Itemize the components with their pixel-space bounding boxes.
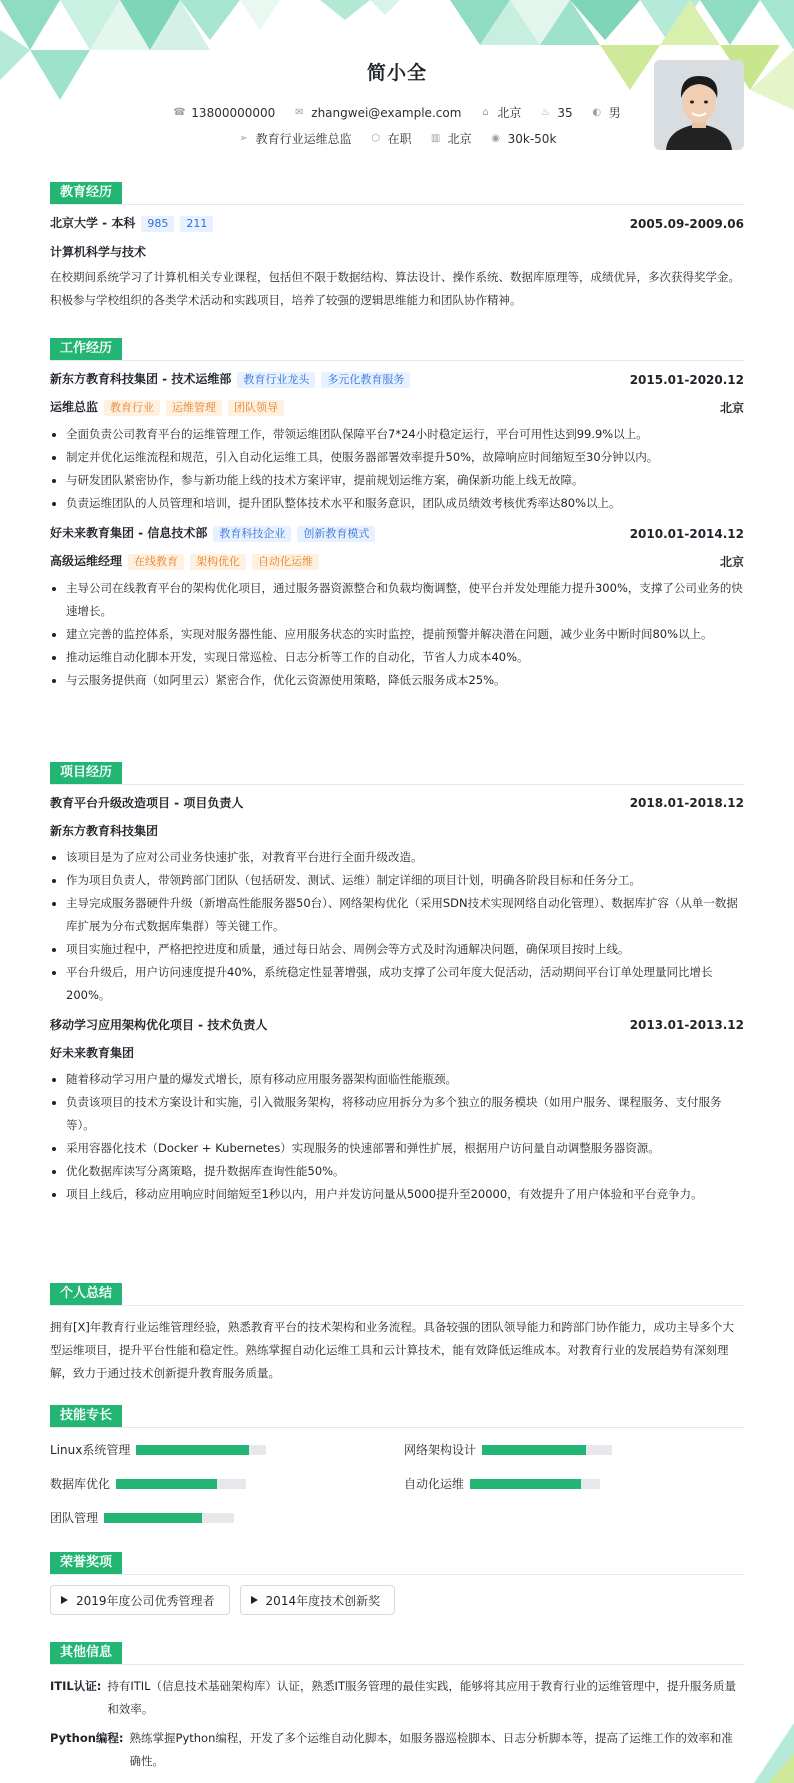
gender-icon: ◐ — [592, 106, 602, 118]
section-header — [50, 1283, 744, 1306]
section-title: 荣誉奖项 — [50, 1552, 122, 1574]
tag: 在线教育 — [128, 554, 184, 570]
tag: 运维管理 — [166, 400, 222, 416]
skill-name: 团队管理 — [50, 1511, 99, 1525]
project-items — [50, 846, 744, 1007]
building-icon: ▥ — [430, 132, 441, 144]
project-name: 教育平台升级改造项目 - 项目负责人 — [50, 796, 244, 810]
location: ⌂ 北京 — [479, 104, 521, 121]
duty-list — [50, 423, 744, 515]
list-item: 作为项目负责人，带领跨部门团队（包括研发、测试、运维）制定详细的项目计划，明确各阶段目标和任务分工。 — [50, 869, 744, 892]
period: 2018.01-2018.12 — [629, 796, 744, 810]
job-entry — [50, 525, 744, 692]
job-header — [50, 371, 744, 388]
send-icon: ➢ — [239, 132, 248, 144]
project-items — [50, 1068, 744, 1206]
list-item: 制定并优化运维流程和规范，引入自动化运维工具，使服务器部署效率提升50%，故障响应时间缩短至30分钟以内。 — [50, 446, 744, 469]
skill-bar — [104, 1513, 234, 1523]
role: 运维总监 — [50, 400, 99, 414]
salary: ◉ 30k-50k — [491, 131, 557, 146]
list-item: 项目上线后，移动应用响应时间缩短至1秒以内，用户并发访问量从5000提升至20000，有效提升了用户体验和平台竞争力。 — [50, 1183, 744, 1206]
cake-icon: ♨ — [540, 106, 550, 118]
list-item: 项目实施过程中，严格把控进度和质量，通过每日站会、周例会等方式及时沟通解决问题，确保项目按时上线。 — [50, 938, 744, 961]
tag: 教育行业龙头 — [237, 372, 315, 388]
major: 计算机科学与技术 — [50, 245, 147, 259]
status: ⬡ 在职 — [371, 132, 412, 146]
tag: 创新教育模式 — [297, 526, 375, 542]
project-org: 好未来教育集团 — [50, 1046, 135, 1060]
section-header — [50, 182, 744, 205]
job-entry — [50, 371, 744, 515]
role: 高级运维经理 — [50, 554, 123, 568]
tag: 985 — [141, 216, 174, 232]
section-header — [50, 762, 744, 785]
project-header — [50, 795, 744, 811]
skill-item — [404, 1475, 600, 1492]
coin-icon: ◉ — [491, 132, 500, 144]
age: ♨ 35 — [540, 105, 573, 120]
contact-info-row — [50, 104, 744, 121]
list-item: 优化数据库读写分离策略，提升数据库查询性能50%。 — [50, 1160, 744, 1183]
list-item: 随着移动学习用户量的爆发式增长，原有移动应用服务器架构面临性能瓶颈。 — [50, 1068, 744, 1091]
skill-bar-fill — [136, 1445, 249, 1455]
list-item: 采用容器化技术（Docker + Kubernetes）实现服务的快速部署和弹性扩展，根据用户访问量自动调整服务器资源。 — [50, 1137, 744, 1160]
section-header — [50, 338, 744, 361]
phone: ☎ 13800000000 — [173, 105, 276, 120]
job-intent-row — [50, 130, 744, 147]
work-section — [50, 338, 744, 692]
other-key: Python编程: — [50, 1731, 124, 1745]
list-item: 与云服务提供商（如阿里云）紧密合作，优化云资源使用策略，降低云服务成本25%。 — [50, 669, 744, 692]
skill-bar — [136, 1445, 266, 1455]
skill-item — [50, 1509, 234, 1526]
section-title: 教育经历 — [50, 182, 122, 204]
section-title: 工作经历 — [50, 338, 122, 360]
list-item: 主导完成服务器硬件升级（新增高性能服务器50台）、网络架构优化（采用SDN技术实现网络自动化管理）、数据库扩容（从单一数据库扩展为分布式数据库集群）等关键工作。 — [50, 892, 744, 938]
skill-name: Linux系统管理 — [50, 1443, 131, 1457]
section-title: 其他信息 — [50, 1642, 122, 1664]
section-title: 技能专长 — [50, 1405, 122, 1427]
phone-icon: ☎ — [173, 106, 186, 118]
skill-bar-fill — [470, 1479, 581, 1489]
tag: 多元化教育服务 — [321, 372, 410, 388]
summary-section — [50, 1283, 744, 1385]
project-entry — [50, 1017, 744, 1206]
avatar-illustration — [654, 60, 744, 150]
list-item: 建立完善的监控体系，实现对服务器性能、应用服务状态的实时监控，提前预警并解决潜在问题，减少业务中断时间80%以上。 — [50, 623, 744, 646]
period: 2015.01-2020.12 — [629, 372, 744, 387]
education-description: 在校期间系统学习了计算机相关专业课程，包括但不限于数据结构、算法设计、操作系统、数据库原理等，成绩优异，多次获得奖学金。积极参与学校组织的各类学术活动和实践项目，培养了较强的逻辑思维能力和团队协作精神。 — [50, 270, 740, 307]
tag: 团队领导 — [228, 400, 284, 416]
projects-section — [50, 762, 744, 1206]
other-item — [50, 1727, 744, 1773]
home-icon: ⌂ — [482, 106, 489, 118]
list-item: 与研发团队紧密协作，参与新功能上线的技术方案评审，提前规划运维方案，确保新功能上线无故障。 — [50, 469, 744, 492]
city: 北京 — [719, 400, 744, 415]
award-item: 2014年度技术创新奖 — [240, 1585, 396, 1615]
skill-bar — [116, 1479, 246, 1489]
other-section — [50, 1642, 744, 1779]
section-header — [50, 1642, 744, 1665]
project-name: 移动学习应用架构优化项目 - 技术负责人 — [50, 1018, 268, 1032]
other-value: 熟练掌握Python编程，开发了多个运维自动化脚本，如服务器巡检脚本、日志分析脚本等，提高了运维工作的效率和准确性。 — [129, 1731, 733, 1768]
tag: 自动化运维 — [252, 554, 319, 570]
company: 好未来教育集团 - 信息技术部 — [50, 526, 208, 540]
period: 2010.01-2014.12 — [629, 526, 744, 541]
school: 北京大学 - 本科 — [50, 216, 136, 230]
skill-bar — [482, 1445, 612, 1455]
skill-name: 网络架构设计 — [404, 1443, 477, 1457]
triangle-icon — [251, 1596, 258, 1604]
skill-bar — [470, 1479, 600, 1489]
list-item: 全面负责公司教育平台的运维管理工作，带领运维团队保障平台7*24小时稳定运行，平台可用性达到99.9%以上。 — [50, 423, 744, 446]
section-header — [50, 1405, 744, 1428]
triangle-icon — [61, 1596, 68, 1604]
avatar — [654, 60, 744, 150]
skill-item — [50, 1475, 246, 1492]
summary-text: 拥有[X]年教育行业运维管理经验，熟悉教育平台的技术架构和业务流程。具备较强的团队领导能力和跨部门协作能力，成功主导多个大型运维项目，提升平台性能和稳定性。熟练掌握自动化运维工具和云计算技术，能有效降低运维成本。对教育行业的发展趋势有深刻理解，致力于通过技术创新提升教育服务质量。 — [50, 1320, 734, 1380]
award-list — [50, 1585, 744, 1615]
status-icon: ⬡ — [371, 132, 380, 144]
tag: 教育行业 — [104, 400, 160, 416]
award-item: 2019年度公司优秀管理者 — [50, 1585, 230, 1615]
target-city: ▥ 北京 — [430, 132, 472, 146]
tag: 211 — [180, 216, 213, 232]
skill-bar-fill — [116, 1479, 217, 1489]
period: 2005.09-2009.06 — [629, 216, 744, 231]
target-position: ➢ 教育行业运维总监 — [239, 132, 352, 146]
project-header — [50, 1017, 744, 1033]
skill-item — [50, 1441, 266, 1458]
tag: 架构优化 — [190, 554, 246, 570]
education-section — [50, 182, 744, 312]
skill-bar-fill — [104, 1513, 202, 1523]
skill-item — [404, 1441, 612, 1458]
city: 北京 — [719, 554, 744, 569]
section-title: 项目经历 — [50, 762, 122, 784]
duty-list — [50, 577, 744, 692]
other-item — [50, 1675, 744, 1721]
list-item: 负责运维团队的人员管理和培训，提升团队整体技术水平和服务意识，团队成员绩效考核优秀率达80%以上。 — [50, 492, 744, 515]
skill-name: 自动化运维 — [404, 1477, 465, 1491]
list-item: 平台升级后，用户访问速度提升40%，系统稳定性显著增强，成功支撑了公司年度大促活动，活动期间平台订单处理量同比增长200%。 — [50, 961, 744, 1007]
candidate-name: 简小全 — [366, 62, 427, 84]
role-row — [50, 553, 744, 570]
section-title: 个人总结 — [50, 1283, 122, 1305]
role-row — [50, 399, 744, 416]
project-org: 新东方教育科技集团 — [50, 824, 159, 838]
section-header — [50, 1552, 744, 1575]
skill-bar-fill — [482, 1445, 586, 1455]
period: 2013.01-2013.12 — [629, 1018, 744, 1032]
tag: 教育科技企业 — [213, 526, 291, 542]
awards-section — [50, 1552, 744, 1615]
job-header — [50, 525, 744, 542]
mail-icon: ✉ — [295, 106, 304, 118]
project-entry — [50, 795, 744, 1007]
other-key: ITIL认证: — [50, 1679, 102, 1693]
skills-section — [50, 1405, 744, 1535]
list-item: 该项目是为了应对公司业务快速扩张，对教育平台进行全面升级改造。 — [50, 846, 744, 869]
list-item: 负责该项目的技术方案设计和实施，引入微服务架构，将移动应用拆分为多个独立的服务模块（如用户服务、课程服务、支付服务等）。 — [50, 1091, 744, 1137]
company: 新东方教育科技集团 - 技术运维部 — [50, 372, 232, 386]
email: ✉ zhangwei@example.com — [295, 105, 462, 120]
gender: ◐ 男 — [592, 106, 621, 120]
other-value: 持有ITIL（信息技术基础架构库）认证，熟悉IT服务管理的最佳实践，能够将其应用于教育行业的运维管理中，提升服务质量和效率。 — [107, 1679, 736, 1716]
skill-name: 数据库优化 — [50, 1477, 111, 1491]
list-item: 主导公司在线教育平台的架构优化项目，通过服务器资源整合和负载均衡调整，使平台并发处理能力提升300%，支撑了公司业务的快速增长。 — [50, 577, 744, 623]
list-item: 推动运维自动化脚本开发，实现日常巡检、日志分析等工作的自动化，节省人力成本40%。 — [50, 646, 744, 669]
education-header — [50, 215, 744, 232]
